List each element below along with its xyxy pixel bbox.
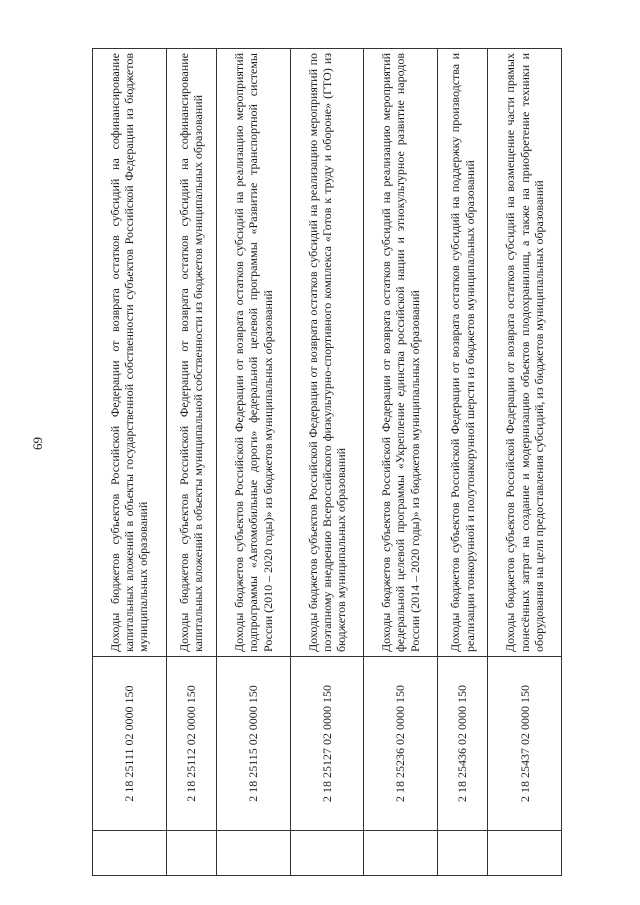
income-description-cell: Доходы бюджетов субъектов Российской Федерации от возврата остатков субсидий на реализацию мероприятий федеральной целевой программы «Укрепление единства российской нации и этнокультурное развитие народов России (2014 – 2020 годы)» из бюджетов муниципальных образований bbox=[364, 49, 438, 657]
table-row bbox=[437, 49, 488, 876]
table-row bbox=[488, 49, 562, 876]
budget-code-cell: 2 18 25112 02 0000 150 bbox=[166, 657, 217, 831]
budget-code-cell: 2 18 25127 02 0000 150 bbox=[290, 657, 364, 831]
page-number: 69 bbox=[30, 437, 45, 450]
row-number-cell bbox=[93, 831, 167, 876]
table-row bbox=[217, 49, 291, 876]
budget-code-cell: 2 18 25436 02 0000 150 bbox=[437, 657, 488, 831]
table-row bbox=[93, 49, 167, 876]
row-number-cell bbox=[364, 831, 438, 876]
row-number-cell bbox=[166, 831, 217, 876]
budget-code-cell: 2 18 25111 02 0000 150 bbox=[93, 657, 167, 831]
table-row bbox=[290, 49, 364, 876]
income-description-cell: Доходы бюджетов субъектов Российской Федерации от возврата остатков субсидий на поддержку производства и реализации тонкорунной и полутонкорунной шерсти из бюджетов муниципальных образований bbox=[437, 49, 488, 657]
table-row bbox=[364, 49, 438, 876]
income-description-cell: Доходы бюджетов субъектов Российской Федерации от возврата остатков субсидий на софинансирование капитальных вложений в объекты государственной собственности субъектов Российской Федерации из бюджетов муниципальных образований bbox=[93, 49, 167, 657]
table-body bbox=[93, 49, 562, 876]
income-description-cell: Доходы бюджетов субъектов Российской Федерации от возврата остатков субсидий на реализацию мероприятий подпрограммы «Автомобильные дороги» федеральной целевой программы «Развитие транспортной системы России (2010 – 2020 годы)» из бюджетов муниципальных образований bbox=[217, 49, 291, 657]
row-number-cell bbox=[437, 831, 488, 876]
row-number-cell bbox=[290, 831, 364, 876]
income-description-cell: Доходы бюджетов субъектов Российской Федерации от возврата остатков субсидий на возмещение части прямых понесённых затрат на создание и модернизацию объектов плодохранилищ, а также на приобретение техники и оборудования на цели предоставления субсидий, из бюджетов муниципальных образований bbox=[488, 49, 562, 657]
row-number-cell bbox=[217, 831, 291, 876]
income-description-cell: Доходы бюджетов субъектов Российской Федерации от возврата остатков субсидий на софинансирование капитальных вложений в объекты муниципальной собственности из бюджетов муниципальных образований bbox=[166, 49, 217, 657]
table-row bbox=[166, 49, 217, 876]
income-description-cell: Доходы бюджетов субъектов Российской Федерации от возврата остатков субсидий на реализацию мероприятий по поэтапному внедрению Всероссийского физкультурно-спортивного комплекса «Готов к труду и обороне» (ГТО) из бюджетов муниципальных образований bbox=[290, 49, 364, 657]
budget-code-cell: 2 18 25437 02 0000 150 bbox=[488, 657, 562, 831]
row-number-cell bbox=[488, 831, 562, 876]
budget-code-cell: 2 18 25236 02 0000 150 bbox=[364, 657, 438, 831]
rotated-table-container bbox=[92, 48, 562, 876]
budget-revenue-table bbox=[92, 48, 562, 876]
budget-code-cell: 2 18 25115 02 0000 150 bbox=[217, 657, 291, 831]
